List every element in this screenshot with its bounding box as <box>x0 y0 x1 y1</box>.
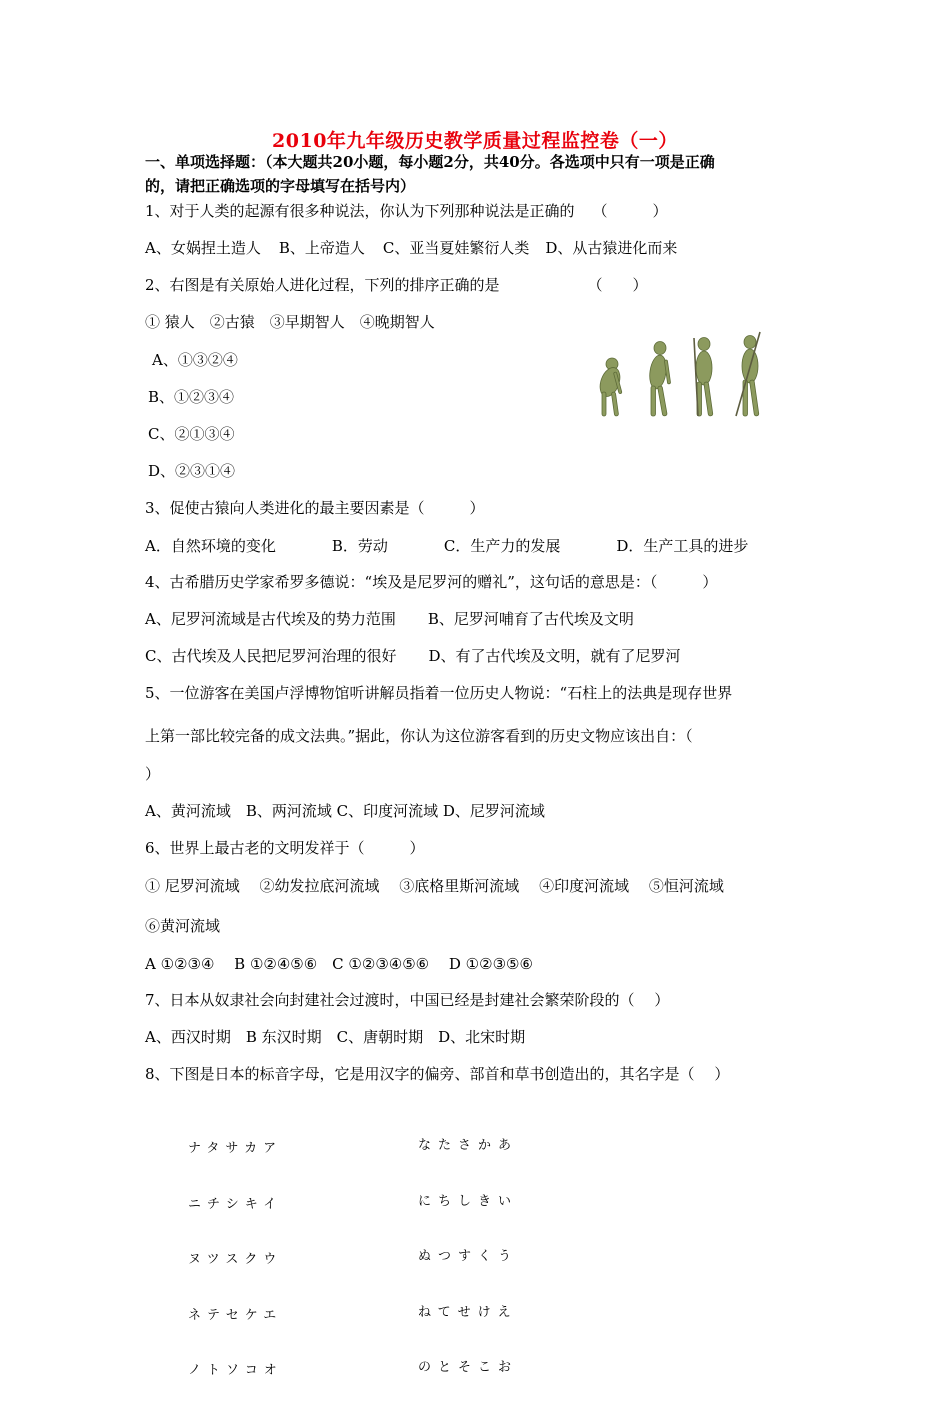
hiragana-row: にちしきい <box>418 1193 519 1209</box>
katakana-row: ノトソコオ <box>188 1363 283 1378</box>
question-7-stem: 7、日本从奴隶社会向封建社会过渡时，中国已经是封建社会繁荣阶段的（ ） <box>145 991 670 1009</box>
hiragana-table <box>418 1100 518 1415</box>
section-header-line1: 一、单项选择题：（本大题共20小题，每小题2分，共40分。各选项中只有一项是正确 <box>145 153 715 171</box>
option-a: A、①③②④ <box>152 351 238 369</box>
option-a: A、尼罗河流域是古代埃及的势力范围 <box>145 610 396 628</box>
katakana-row: ネテセケエ <box>188 1307 283 1323</box>
question-4-stem: 4、古希腊历史学家希罗多德说：“埃及是尼罗河的赠礼”，这句话的意思是：（ ） <box>145 573 718 591</box>
page-title: 2010年九年级历史教学质量过程监控卷（一） <box>272 130 678 152</box>
question-5-line3: ） <box>145 765 161 783</box>
question-5-line2: 上第一部比较完备的成文法典。”据此，你认为这位游客看到的历史文物应该出自：（ <box>145 727 693 745</box>
section-header-line2: 的，请把正确选项的字母填写在括号内） <box>145 177 416 195</box>
option-b: B、①②③④ <box>148 388 235 406</box>
question-1-answer-blank: （ ） <box>592 202 668 220</box>
option-c: C、古代埃及人民把尼罗河治理的很好 <box>145 647 397 665</box>
human-evolution-image <box>594 330 774 422</box>
question-6-items-line2: ⑥黄河流域 <box>145 917 221 935</box>
option-d: D、有了古代埃及文明，就有了尼罗河 <box>428 647 681 665</box>
question-3-options <box>145 536 748 556</box>
option-b: B．劳动 <box>331 537 388 555</box>
hiragana-row: なたさかあ <box>418 1138 519 1153</box>
question-1-stem <box>145 201 668 221</box>
katakana-row: ニチシキイ <box>188 1196 283 1212</box>
ape-figure <box>596 358 623 416</box>
option-c: C、亚当夏娃繁衍人类 <box>382 239 530 257</box>
question-2-items: ① 猿人 ②古猿 ③早期智人 ④晚期智人 <box>145 313 435 331</box>
option-d: D、②③①④ <box>148 462 236 480</box>
question-1-text: 1、对于人类的起源有很多种说法，你认为下列那种说法是正确的 <box>145 202 575 220</box>
modern-human-figure <box>736 332 760 416</box>
katakana-table <box>188 1103 283 1418</box>
option-d: D、从古猿进化而来 <box>545 239 678 257</box>
option-c: C、②①③④ <box>148 425 235 443</box>
question-4-options-row2 <box>145 646 681 666</box>
question-5-options: A、黄河流域 B、两河流域 C、印度河流域 D、尼罗河流域 <box>145 802 545 820</box>
archaic-human-figure <box>694 338 713 417</box>
question-3-stem: 3、促使古猿向人类进化的最主要因素是（ ） <box>145 499 485 517</box>
question-4-options-row1 <box>145 609 634 629</box>
katakana-row: ヌツスクウ <box>188 1252 283 1267</box>
option-b: B、尼罗河哺育了古代埃及文明 <box>427 610 634 628</box>
katakana-row: ナタサカア <box>188 1141 283 1156</box>
option-a: A．自然环境的变化 <box>145 537 276 555</box>
question-6-options: A ①②③④ B ①②④⑤⑥ C ①②③④⑤⑥ D ①②③⑤⑥ <box>145 955 533 973</box>
question-2-text: 2、右图是有关原始人进化过程，下列的排序正确的是 <box>145 276 500 294</box>
option-b: B、上帝造人 <box>278 239 365 257</box>
option-a: A、女娲捏土造人 <box>145 239 261 257</box>
option-c: C．生产力的发展 <box>443 537 561 555</box>
question-6-items-line1: ① 尼罗河流域 ②幼发拉底河流域 ③底格里斯河流域 ④印度河流域 ⑤恒河流域 <box>145 877 724 895</box>
question-2-answer-blank: （ ） <box>587 276 648 294</box>
hiragana-row: のとそこお <box>418 1360 519 1375</box>
question-2-stem <box>145 275 648 295</box>
question-7-options: A、西汉时期 B 东汉时期 C、唐朝时期 D、北宋时期 <box>145 1028 526 1046</box>
early-human-figure <box>648 342 671 417</box>
hiragana-row: ねてせけえ <box>418 1304 518 1320</box>
question-1-options <box>145 238 677 258</box>
question-6-stem: 6、世界上最古老的文明发祥于（ ） <box>145 839 425 857</box>
option-d: D．生产工具的进步 <box>616 537 749 555</box>
question-5-line1: 5、一位游客在美国卢浮博物馆听讲解员指着一位历史人物说：“石柱上的法典是现存世界 <box>145 684 733 702</box>
hiragana-row: ぬつすくう <box>418 1249 519 1264</box>
question-8-stem: 8、下图是日本的标音字母，它是用汉字的偏旁、部首和草书创造出的，其名字是（ ） <box>145 1065 730 1083</box>
